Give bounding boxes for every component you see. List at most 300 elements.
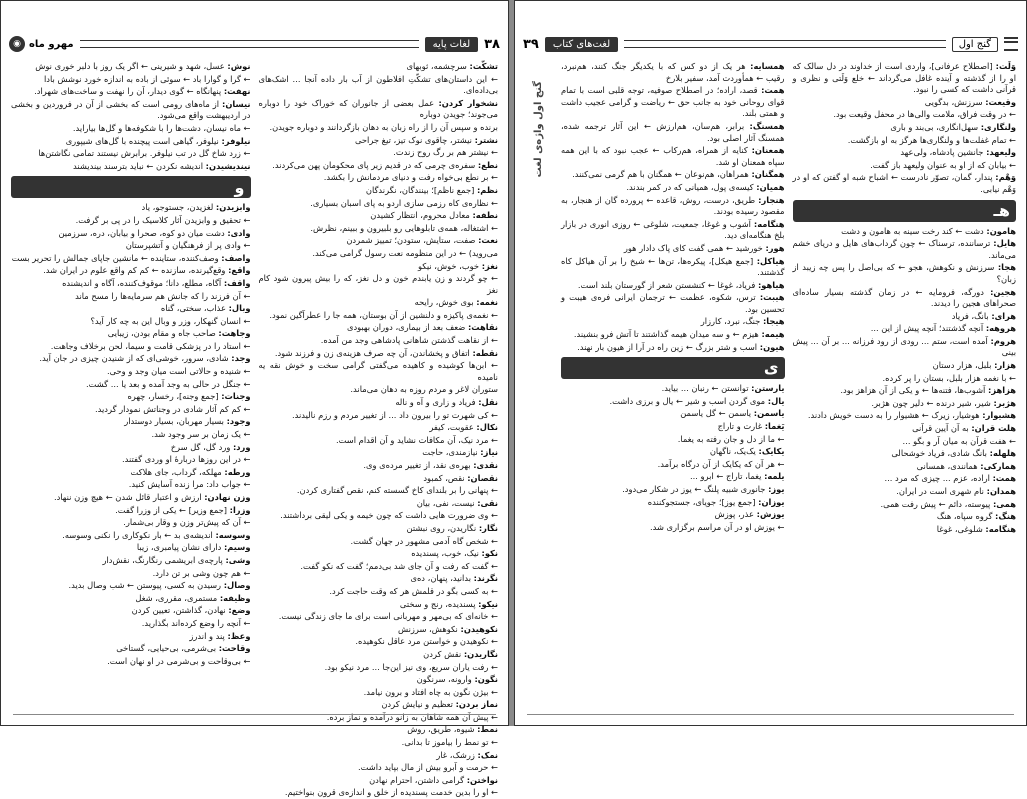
glossary-entry [561,342,785,354]
left-page-columns [11,61,498,798]
glossary-entry [11,555,251,567]
glossary-entry [11,454,251,466]
entry-headword: هژبر: [993,397,1016,408]
entry-definition: ← نظاره‌ی کاه رزمی سازی اردو به پای اسبان بسیاری. [310,197,498,208]
entry-definition: ضعف بعد از بیماری، دوران بهبودی [346,322,466,333]
entry-headword: نمط: [477,724,498,735]
footer-rule [527,714,1014,715]
glossary-entry [11,61,251,73]
glossary-entry [561,243,785,255]
entry-headword: هرای: [991,310,1016,321]
brand-logo [9,36,74,52]
entry-headword: نماز بردن: [455,699,498,710]
glossary-entry [11,215,251,227]
entry-definition: ← بر نطع بی‌خواه رفت و دنیای مردمانش را بکشد. [323,172,498,183]
entry-headword: وجاهت: [218,328,251,339]
entry-headword: یوز: [768,484,785,494]
glossary-entry [259,498,499,510]
entry-headword: یلمه: [764,471,785,482]
glossary-entry [259,573,499,585]
entry-definition: ← تمام غفلت‌ها و ولنگاری‌ها هرگز به او بازگشت. [847,134,1016,145]
entry-definition: هر یک از دو کس که با یکدیگر جنگ کنند، هم‌نبرد، رقیب ← همأوردت آمد، سفیر بلارخ [561,61,785,83]
entry-headword: نقی: [477,497,498,508]
entry-definition: ← نکوهیدن و خواستن مرد عاقل نکوهیده. [355,636,498,647]
entry-definition: گروه سپاه، هنگ [936,511,993,522]
entry-headword: نشتر: [474,134,498,145]
entry-definition: ← پنهانی را بر بلندای کاخ گسسته کنم، نقص گفتاری کردن. [296,485,498,496]
glossary-entry [11,379,251,391]
menu-lines-icon [1004,37,1018,51]
glossary-entry [259,447,499,459]
entry-definition: رسیدن به کسی، پیوستن ← شب وصال بدید. [68,580,222,591]
entry-definition: ← اشتغاله، همه‌ی تابلو‌هایی رو بلبیرون و ببینم، نظرش. [310,222,498,233]
entry-definition: آشوب و غوغا، جمعیت، شلوغی ← روزی انوری در بازار بلخ هنگامه‌ای دید. [561,218,785,241]
entry-definition: مستمری، مقرری، شغل [135,592,218,603]
entry-headword: نقصان: [467,472,498,483]
glossary-entry [561,292,785,315]
glossary-entry [259,410,499,422]
entry-definition: نیشتر، چاقوی نوک تیز، تیغ جراحی [354,134,472,145]
glossary-entry [259,762,499,774]
entry-definition: قصد، اراده؛ در اصطلاح صوفیه، توجه قلبی است با تمام قوای روحانی خود به جانب حق ← ریاضت و گرامی عجیب داشت و همتی بلند. [561,85,785,119]
entry-definition: زرشک، غار [436,749,475,760]
glossary-entry [11,240,251,252]
entry-headword: هجین: [990,286,1017,297]
letter-marker: و [234,177,245,197]
entry-headword: تشکّت: [469,61,498,71]
entry-definition: ← بیابان که از او به عنوان ولیعهد باز گفت. [870,159,1016,170]
glossary-entry [561,484,785,496]
glossary-entry [259,624,499,636]
glossary-entry [11,656,251,668]
entry-headword: هیمه: [761,329,785,340]
entry-definition: اتفاق و پخشاندن، آن چه صرف هزینه‌ی زن و فرزند شود. [274,347,470,358]
entry-definition: دارای نشان پیامبری، زیبا [136,542,222,553]
glossary-entry [259,273,499,296]
entry-definition: ← هر آن که یکایک از آن درگاه برآمد. [657,458,785,469]
entry-headword: همی: [992,498,1016,509]
section-banner: لغت‌های کتاب [545,37,618,52]
entry-definition: ← ابن‌ها کوشیده و کاهیده می‌گفتی گرامی سخت و خوش نقه یه نامیده [258,360,498,382]
glossary-entry [561,169,785,181]
entry-definition: ← او را بدین خدمت پسندیده از خلق و اندازه‌ی قرون بنواختیم. [284,787,498,798]
entry-definition: ← ماه نیسان، دشت‌ها را با شکوفه‌ها و گل‌ها بیاراید. [72,122,251,133]
entry-definition: نقش کردن [423,648,462,659]
glossary-entry [259,98,499,121]
entry-definition: اراده، عزم ... چیزی که مرد ... [884,473,990,484]
entry-definition: ← کی شهرت تو را بیرون داد ... از تغییر مردم و رزم نالیدند. [291,409,498,420]
glossary-entry [259,348,499,360]
glossary-entry [793,311,1017,323]
glossary-entry [11,631,251,643]
glossary-entry [793,524,1017,536]
glossary-entry [11,605,251,617]
entry-definition: ← شخص گاه آدمی مشهور در جهان گشت. [350,535,498,546]
entry-definition: پارچه‌ی ابریشمی رنگارنگ، نقش‌دار [102,554,223,565]
glossary-entry [259,223,499,235]
letter-section-marker [11,176,251,198]
glossary-entry [793,423,1017,435]
entry-definition: اندیشه‌ی بد ← بار نکوکاری را نکنی وسوسه. [62,529,213,540]
glossary-entry [11,404,251,416]
entry-headword: یوزان: [758,496,785,507]
entry-headword: هنگ: [995,511,1016,522]
glossary-entry [259,147,499,159]
glossary-entry [793,410,1017,422]
glossary-entry [793,238,1017,261]
glossary-entry [11,366,251,378]
entry-definition: همانندی، همسانی [916,460,978,471]
entry-headword: نغز: [481,260,498,271]
entry-definition: ← رفت یاران سریع، وی نیز این‌جا ... مرد نیکو بود. [324,661,498,672]
entry-definition: صاحب جاه و مقام بودن، زیبایی [107,328,216,339]
entry-definition: تعظیم و نیایش کردن [381,699,453,710]
glossary-entry [259,561,499,573]
glossary-entry [561,421,785,433]
glossary-column-left [561,61,785,707]
entry-headword: واقع: [228,265,251,276]
entry-headword: نیاز: [480,447,498,458]
glossary-entry [259,160,499,172]
entry-definition: عقوبت، کیفر [429,422,474,433]
glossary-entry [11,593,251,605]
glossary-entry [259,737,499,749]
entry-headword: وقاحت: [218,643,251,654]
glossary-entry [561,383,785,395]
entry-definition: گرامی داشتن، احترام نهادن [369,774,465,785]
glossary-entry [793,122,1017,134]
glossary-entry [259,473,499,485]
glossary-entry [259,649,499,661]
entry-definition: ← جواب داد: مرا زنده آسایش کنید. [128,479,251,490]
glossary-entry [259,310,499,322]
glossary-column-left [11,61,251,707]
letter-marker: ی [763,358,779,378]
glossary-entry [259,687,499,699]
entry-headword: همسایه: [750,61,785,71]
glossary-entry [259,548,499,560]
header-rule [624,40,946,48]
entry-definition: بهره‌ی نقد، از تغییر مرده‌ی وی. [363,460,471,470]
entry-headword: ورد: [232,441,251,452]
entry-headword: همت: [761,85,785,96]
entry-definition: پنهانگاه ← گوی دیدار، آن را نهفت و ساخت‌های شهراد. [34,86,222,97]
entry-definition: نام شهری است در ایران. [896,486,984,496]
entry-definition: ← وی ضرورت هایی داشت که چون خیمه و یکی لیقی برداشتند. [280,510,498,521]
entry-definition: ترس، شکوه، عظمت ← ترجمان ایرانی فره‌ی هیبت و تحسین بود. [561,292,785,314]
entry-definition: یاسمن ← گل یاسمن [680,408,752,419]
entry-headword: یَغما: [764,421,785,432]
glossary-entry [259,397,499,409]
entry-headword: نکو: [481,548,498,559]
entry-headword: نگاریدن: [463,648,498,659]
entry-definition: برابر، هم‌سان، هم‌ارزش ← این آثار ترجمه شده، همسنگ آثار اصلی بود. [561,120,785,143]
glossary-entry [259,699,499,711]
entry-definition: ترساننده، ترسناک ← چون گرداب‌های هایل و دریای خشم می‌ماند. [792,238,1016,260]
glossary-entry [259,384,499,396]
entry-headword: هزار: [994,360,1016,371]
entry-headword: هیون: [759,341,785,352]
entry-definition: هیزم ← و سه میدان هیمه گذاشتند تا آتش فرو بنشیند. [573,329,759,340]
glossary-entry [561,195,785,218]
glossary-entry [793,226,1017,238]
entry-headword: وسیم: [223,542,251,553]
entry-definition: ورد گل، گل سرخ [170,441,231,452]
entry-definition: شیر، شیر درنده ← دلیر چون هژبر. [871,397,991,408]
glossary-entry [259,586,499,598]
glossary-entry [259,775,499,787]
entry-definition: نگاریدن، روی نبشتن [406,522,477,533]
entry-headword: همیان: [756,181,785,192]
entry-headword: وعظ: [227,630,251,641]
glossary-entry [11,202,251,214]
entry-definition: دشت ← کند رخت سینه به هامون و دشت [841,225,984,236]
brand-icon: ◉ [9,36,25,52]
glossary-entry [561,121,785,144]
entry-headword: وسوسه: [215,529,251,540]
entry-headword: هنگامه: [753,218,785,229]
entry-definition: عسل، شهد و شیرینی ← اگر یک روز با دلبر خوری نوش [35,61,225,71]
entry-definition: ← گرا و گوارا باد ← سوئی از باده به اندازه خورد نوشش بادا [43,73,251,84]
entry-definition: ← گفت که رفت و آن جای شد بی‌دمم؛ گفت که نکو گفت. [300,560,498,571]
entry-definition: بانگ شادی، فریاد خوشحالی [891,448,987,459]
entry-headword: هنجار: [758,194,785,205]
entry-headword: همدان: [986,486,1016,496]
glossary-entry [11,328,251,340]
glossary-column-right [793,61,1017,707]
entry-definition: [جمع هیکل]، پیکره‌ها، تن‌ها ← شیخ را بر آن هیاکل کاه گذشتند. [561,255,785,278]
entry-definition: بلبل، هزار دستان [932,360,992,371]
entry-definition: وارونه، سرنگون [416,674,472,685]
entry-definition: جانوری شبیه پلنگ ← یوز در شکار می‌دود. [622,484,766,494]
entry-headword: نوش: [227,61,251,71]
entry-headword: نقطه: [472,347,498,358]
glossary-entry [11,99,251,122]
entry-definition: وصف‌کننده، ستاینده ← مانشین جاپای جمالش را تحریر بست [11,252,219,263]
entry-headword: واصف: [221,252,251,263]
entry-definition: لغزیدن، جستوجو، یاد [141,202,214,213]
glossary-entry [259,297,499,309]
entry-definition: ← وادی پر از فرهنگیان و آتشپرستان [125,240,251,251]
glossary-entry [793,160,1017,172]
entry-headword: واقف: [223,277,251,288]
entry-headword: نمک: [477,749,498,760]
entry-definition: شادی، سرور، خوشی‌ای که از شنیدن چیزی در جان آید. [39,353,229,364]
glossary-entry [259,510,499,522]
entry-headword: وابزیدن: [215,202,251,213]
entry-definition: خورشید ← همی گفت کای پاک دادار هور [623,242,763,253]
glossary-entry [11,568,251,580]
entry-headword: نقل: [478,397,498,408]
entry-definition: آمده است، ستم ... رودی از رود فرزانه ... بر آن ... پیش بینی [792,335,1016,358]
glossary-entry [11,303,251,315]
glossary-entry [11,391,251,403]
glossary-entry [259,536,499,548]
brand-name: مهرو ماه [29,38,74,50]
glossary-entry [561,434,785,446]
entry-definition: دشت میان دو کوه، صحرا و بیابان، دره، سرزمین [58,227,225,238]
glossary-entry [793,448,1017,460]
entry-headword: هروهه: [985,323,1016,334]
entry-headword: وشی: [225,554,251,565]
glossary-entry [561,471,785,483]
entry-headword: ورطه: [224,466,251,477]
entry-headword: هلت قران: [971,423,1016,434]
glossary-entry [561,61,785,84]
glossary-entry [11,253,251,265]
entry-definition: [جمع وزیر] ← یکی از وزرا گفت. [115,504,227,515]
entry-headword: هایل: [993,238,1016,249]
entry-definition: ← این داستان‌های تشکّتِ افلاطون از آب بار داده آنجا ... اشک‌های بی‌داده‌ای. [258,73,498,96]
glossary-entry [259,185,499,197]
glossary-entry [793,61,1017,96]
entry-definition: پند و اندرز [189,630,225,641]
entry-definition: ← یک زمان بر سر وجود شد. [151,429,251,440]
entry-definition: کیسه‌ی پول، همیانی که در کمر بندند. [626,181,754,192]
glossary-entry [793,147,1017,159]
glossary-entry [11,429,251,441]
entry-headword: یال: [767,395,785,406]
entry-definition: نکوهش، سرزنش [398,623,458,634]
entry-definition: فریاد و زاری و آه و ناله [395,397,476,408]
glossary-entry [11,442,251,454]
entry-definition: ← شنیده و حالاتی است میان وجد و وحی. [107,366,251,377]
glossary-entry [259,198,499,210]
entry-headword: هیبت: [759,292,785,303]
entry-headword: نقدی: [473,460,498,470]
entry-definition: شیوه، طریق، روش [407,724,475,735]
entry-headword: وضع: [228,605,251,616]
entry-headword: یارستن: [751,383,785,394]
entry-definition: بی‌شرمی، بی‌حیایی، گستاخی [116,643,217,654]
glossary-entry [561,396,785,408]
glossary-entry [11,278,251,290]
entry-definition: ← با نغمه هزار بلبل، بستان را پر کرده. [882,372,1016,383]
entry-definition: ← به کسی بگو در قلمش هر که وقت حاجت کرد. [329,585,498,596]
entry-definition: [اصطلاح عرفانی]، واردی است از خداوند در دل سالک که او را از گذشته و آینده غافل می‌گرداند ← خلع وَلَتی و نظری و قرآنی داشت که کسی را نبود. [792,61,1016,95]
entry-definition: پسندیده، رنج و سختی [399,598,476,609]
entry-definition: ← استاد را در پزشکی قامت و سیما، لحن برخلاف وجاهت. [50,340,251,351]
glossary-entry [793,499,1017,511]
header-rule [80,40,419,48]
entry-definition: بسیار مهربان، بسیار دوستدار [124,416,224,427]
glossary-column-right [258,61,499,798]
glossary-entry [259,674,499,686]
glossary-entry [259,322,499,334]
entry-definition: ← آن که پیش‌تر وزن و وقار بی‌شمار. [123,517,251,528]
entry-definition: ← زرد شاخ گل در تب نیلوفر. برابرش نیستند تمامی نگاشتن‌ها [38,148,251,159]
entry-definition: بانگ، فریاد [951,310,989,321]
entry-headword: نیکو: [478,598,498,609]
entry-headword: نطفه: [472,210,498,221]
entry-definition: آنچه گذشتند؛ آنچه پیش از این ... [870,323,984,334]
entry-definition: ← در وقت فراق، ملامت والی‌ها در محفل وقیعت بود. [833,109,1016,120]
glossary-entry [11,161,251,173]
vertical-label-column [525,61,553,707]
glossary-entry [793,461,1017,473]
glossary-entry [259,172,499,184]
glossary-entry [793,373,1017,385]
letter-section-marker [793,200,1017,222]
glossary-entry [11,123,251,135]
entry-definition: عذاب، سختی، گناه [160,303,226,314]
glossary-entry [561,446,785,458]
glossary-entry [259,210,499,222]
glossary-entry [793,486,1017,498]
entry-headword: نگرند: [473,573,498,584]
entry-definition: ← مرد نیک، آن مکافات نشاید و آن اقدام است. [336,434,498,445]
glossary-entry [259,74,499,97]
entry-definition: ← ما از دل و جان رفته به یغما. [677,433,785,444]
glossary-entry [259,460,499,472]
glossary-entry [259,636,499,648]
glossary-entry [561,316,785,328]
entry-headword: نیلوفر: [221,135,251,146]
entry-headword: هور: [765,242,785,253]
glossary-entry [259,422,499,434]
glossary-entry [793,287,1017,310]
footer-rule [13,714,496,715]
glossary-entry [793,172,1017,195]
glossary-entry [561,497,785,509]
entry-headword: نطع: [477,159,498,170]
glossary-entry [793,398,1017,410]
section-banner: لغات پایه [425,37,479,52]
glossary-entry [561,280,785,292]
entry-headword: وقیعت: [985,96,1016,107]
glossary-entry [561,408,785,420]
glossary-entry [11,467,251,479]
entry-headword: نشخوار کردن: [438,97,498,108]
entry-definition: سرزنش، بدگویی [924,96,983,107]
entry-headword: نگار: [478,522,498,533]
entry-definition: نقص، کمبود [423,472,465,483]
glossary-entry [561,256,785,279]
glossary-entry [259,261,499,273]
entry-headword: همسنگ: [749,120,785,131]
entry-headword: هامون: [986,225,1016,236]
glossary-entry [259,662,499,674]
entry-definition: عذر، پوزش [714,509,754,520]
entry-headword: وظیفه: [219,592,251,603]
entry-headword: هروم: [990,335,1017,346]
entry-definition: نیک، خوب، پسندیده [411,548,479,559]
entry-headword: وَلَت: [995,61,1016,71]
entry-definition: ← حرمت و آبرو بیش از مال بپاید داشت. [358,762,498,773]
entry-headword: یوزش: [756,509,785,520]
entry-headword: هلهله: [989,448,1016,459]
entry-definition: ← هم چون وشی بر تن دارد. [152,567,251,578]
entry-headword: وجد: [231,353,251,364]
entry-definition: ← نیشتر هم بر رگ روح زندت. [393,147,498,158]
entry-definition: ← جنگل در حالی به وجد آمده و بعد یا ... گشت. [85,378,251,389]
page-number: ۳۸ [484,36,500,52]
letter-marker: هـ [993,200,1010,220]
glossary-entry [11,618,251,630]
glossary-entry [259,787,499,799]
letter-section-marker [561,357,785,379]
entry-definition: جنگ، نبرد، کارزار [700,316,761,327]
entry-definition: ← تحقیق و وابزیدن آثار کلاسیک را در پی بر گرفت. [75,214,251,225]
glossary-entry [793,385,1017,397]
entry-headword: وزن نهادن: [204,492,251,502]
glossary-entry [259,122,499,134]
glossary-entry [11,74,251,86]
entry-definition: نیلوفر، گیاهی است پیچنده با گل‌های شیپوری [65,135,219,146]
glossary-entry [561,522,785,534]
entry-headword: یکایک: [758,446,785,457]
glossary-entry [561,85,785,120]
